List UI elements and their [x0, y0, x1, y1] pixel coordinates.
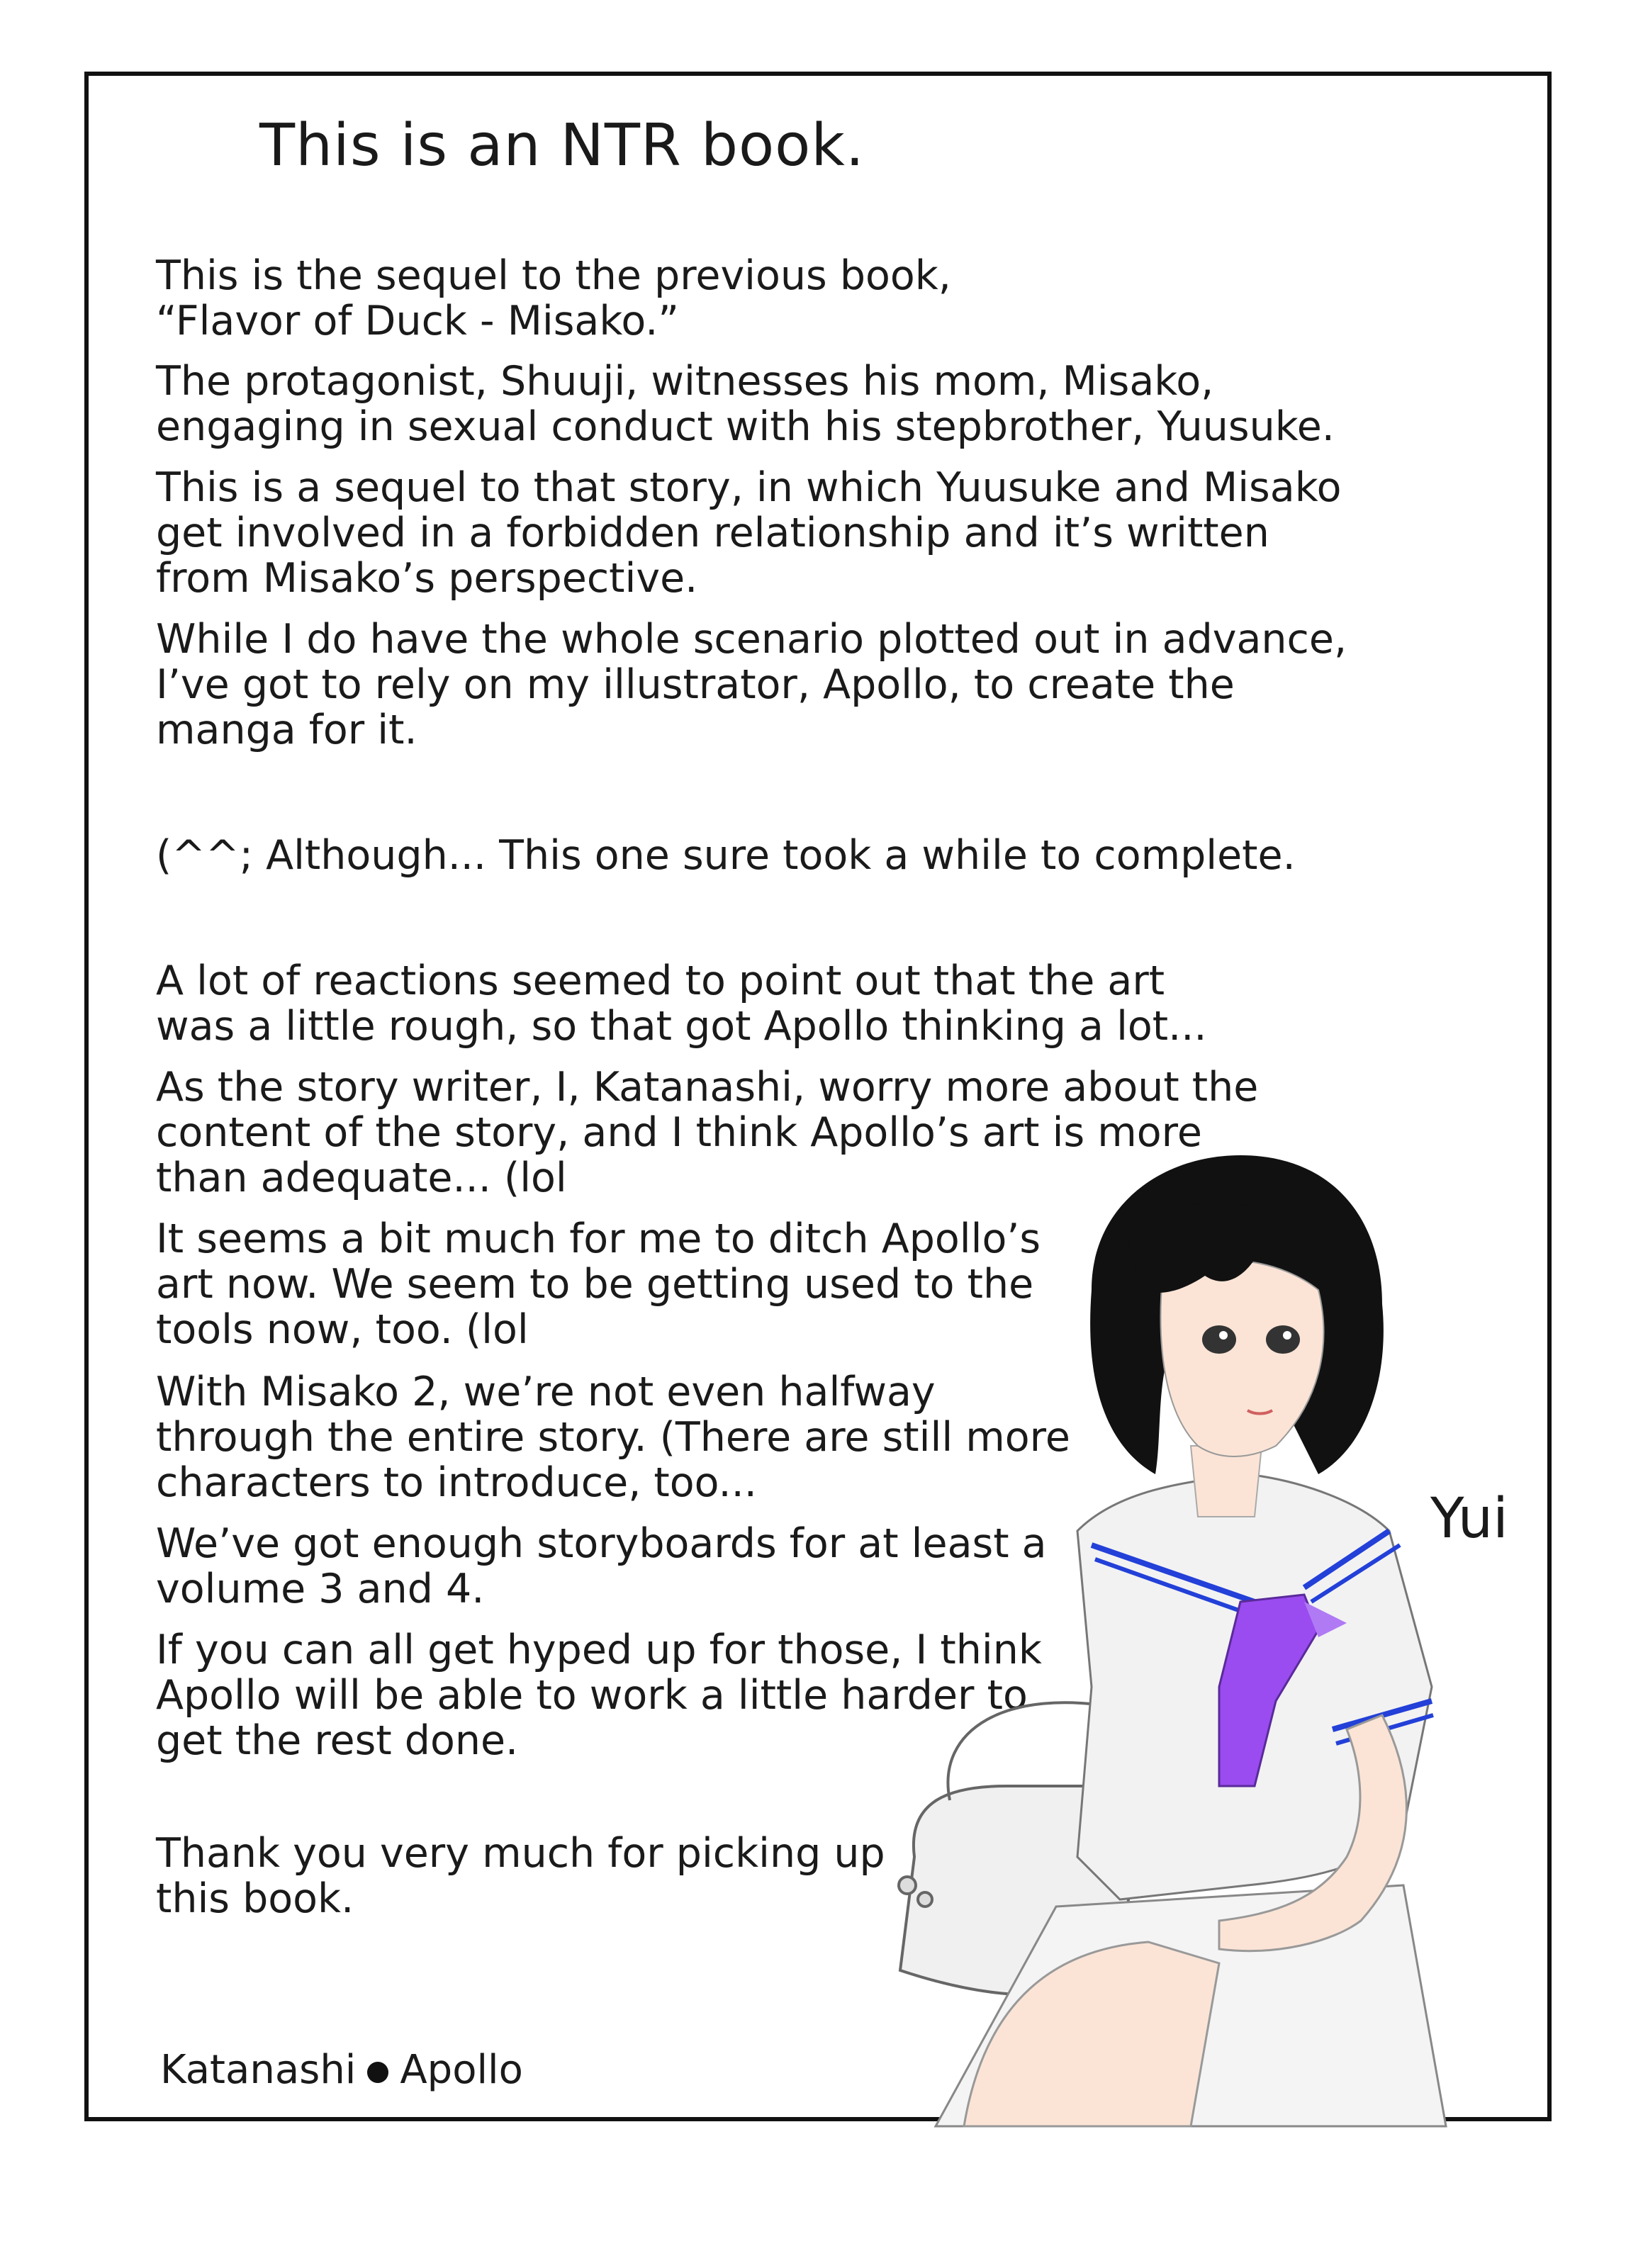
paragraph-halfway: With Misako 2, we’re not even halfway through the entire story. (There are still more characters to introduce, too...	[156, 1369, 1070, 1506]
paragraph-reactions: A lot of reactions seemed to point out that the art was a little rough, so that got Apollo thinking a lot...	[156, 958, 1207, 1050]
character-illustration	[822, 1148, 1559, 2133]
signature	[160, 2047, 523, 2093]
paragraph-writer: As the story writer, I, Katanashi, worry more about the content of the story, and I think Apollo’s art is more than adequate... (lol	[156, 1064, 1259, 1201]
author-katanashi: Katanashi	[160, 2047, 357, 2093]
paragraph-scenario: While I do have the whole scenario plotted out in advance, I’ve got to rely on my illustrator, Apollo, to create the manga for it.	[156, 616, 1347, 753]
paragraph-although: (^^; Although... This one sure took a while to complete.	[156, 832, 1296, 879]
paragraph-ditch: It seems a bit much for me to ditch Apollo’s art now. We seem to be getting used to the tools now, too. (lol	[156, 1216, 1041, 1353]
paragraph-hyped: If you can all get hyped up for those, I think Apollo will be able to work a little harder to get the rest done.	[156, 1627, 1042, 1764]
paragraph-storyboards: We’ve got enough storyboards for at least a volume 3 and 4.	[156, 1520, 1047, 1612]
paragraph-sequel: This is the sequel to the previous book, “Flavor of Duck - Misako.”	[156, 252, 951, 344]
character-name: Yui	[1430, 1487, 1508, 1551]
paragraph-protagonist: The protagonist, Shuuji, witnesses his mom, Misako, engaging in sexual conduct with his stepbrother, Yuusuke.	[156, 358, 1335, 450]
page-heading: This is an NTR book.	[259, 112, 865, 179]
paragraph-story: This is a sequel to that story, in which Yuusuke and Misako get involved in a forbidden relationship and it’s written from Misako’s perspective.	[156, 464, 1342, 602]
paragraph-thanks: Thank you very much for picking up this book.	[156, 1830, 885, 1922]
bullet-dot	[367, 2062, 388, 2083]
author-apollo: Apollo	[400, 2047, 523, 2093]
